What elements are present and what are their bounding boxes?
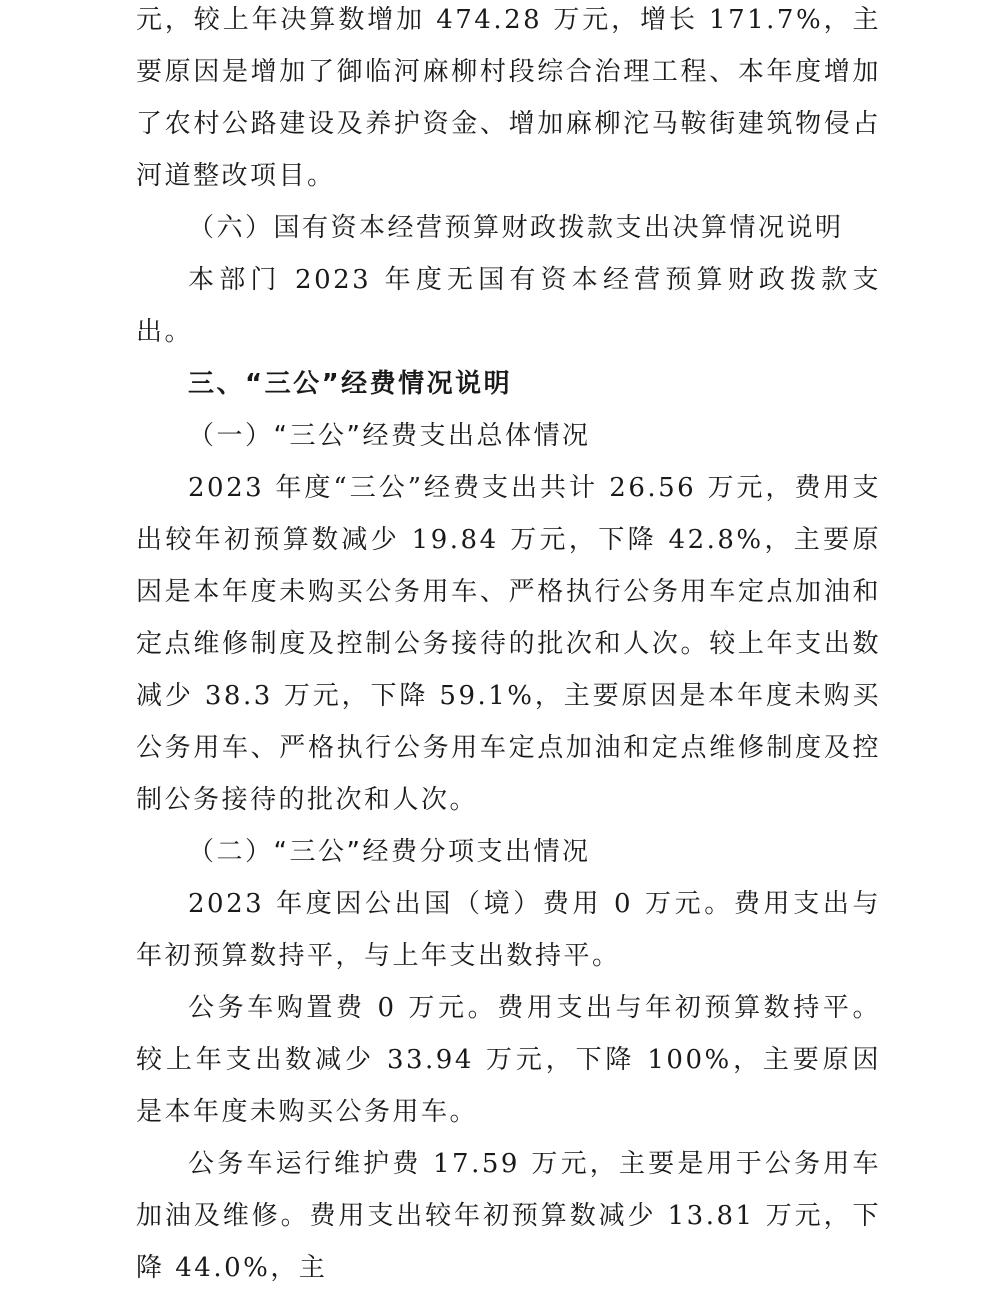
paragraph-overall-expenses: 2023 年度“三公”经费支出共计 26.56 万元，费用支出较年初预算数减少 19.84 万元，下降 42.8%，主要原因是本年度未购买公务用车、严格执行公务用车定点加油和定点维修制度及控制公务接待的批次和人次。较上年支出数减少 38.3 万元，下降 59.1%，主要原因是本年度未购买公务用车、严格执行公务用车定点加油和定点维修制度及控制公务接待的批次和人次。 [136,473,881,815]
section-heading-state-capital-expenditure: （六）国有资本经营预算财政拨款支出决算情况说明 [188,213,844,243]
document-body [136,0,881,1294]
paragraph-no-state-capital-expenditure: 本部门 2023 年度无国有资本经营预算财政拨款支出。 [136,265,881,347]
section-heading-three-public-expenses: 三、“三公”经费情况说明 [188,369,513,399]
subheading-itemized-expenses: （二）“三公”经费分项支出情况 [188,837,591,867]
paragraph-overseas-travel: 2023 年度因公出国（境）费用 0 万元。费用支出与年初预算数持平，与上年支出数持平。 [136,889,881,971]
paragraph-continuation: 元，较上年决算数增加 474.28 万元，增长 171.7%，主要原因是增加了御临河麻柳村段综合治理工程、本年度增加了农村公路建设及养护资金、增加麻柳沱马鞍街建筑物侵占河道整改项目。 [136,5,881,191]
subheading-overall-expenses: （一）“三公”经费支出总体情况 [188,421,591,451]
paragraph-vehicle-purchase: 公务车购置费 0 万元。费用支出与年初预算数持平。较上年支出数减少 33.94 万元，下降 100%，主要原因是本年度未购买公务用车。 [136,993,881,1127]
paragraph-vehicle-maintenance: 公务车运行维护费 17.59 万元，主要是用于公务用车加油及维修。费用支出较年初预算数减少 13.81 万元，下降 44.0%，主 [136,1149,881,1283]
